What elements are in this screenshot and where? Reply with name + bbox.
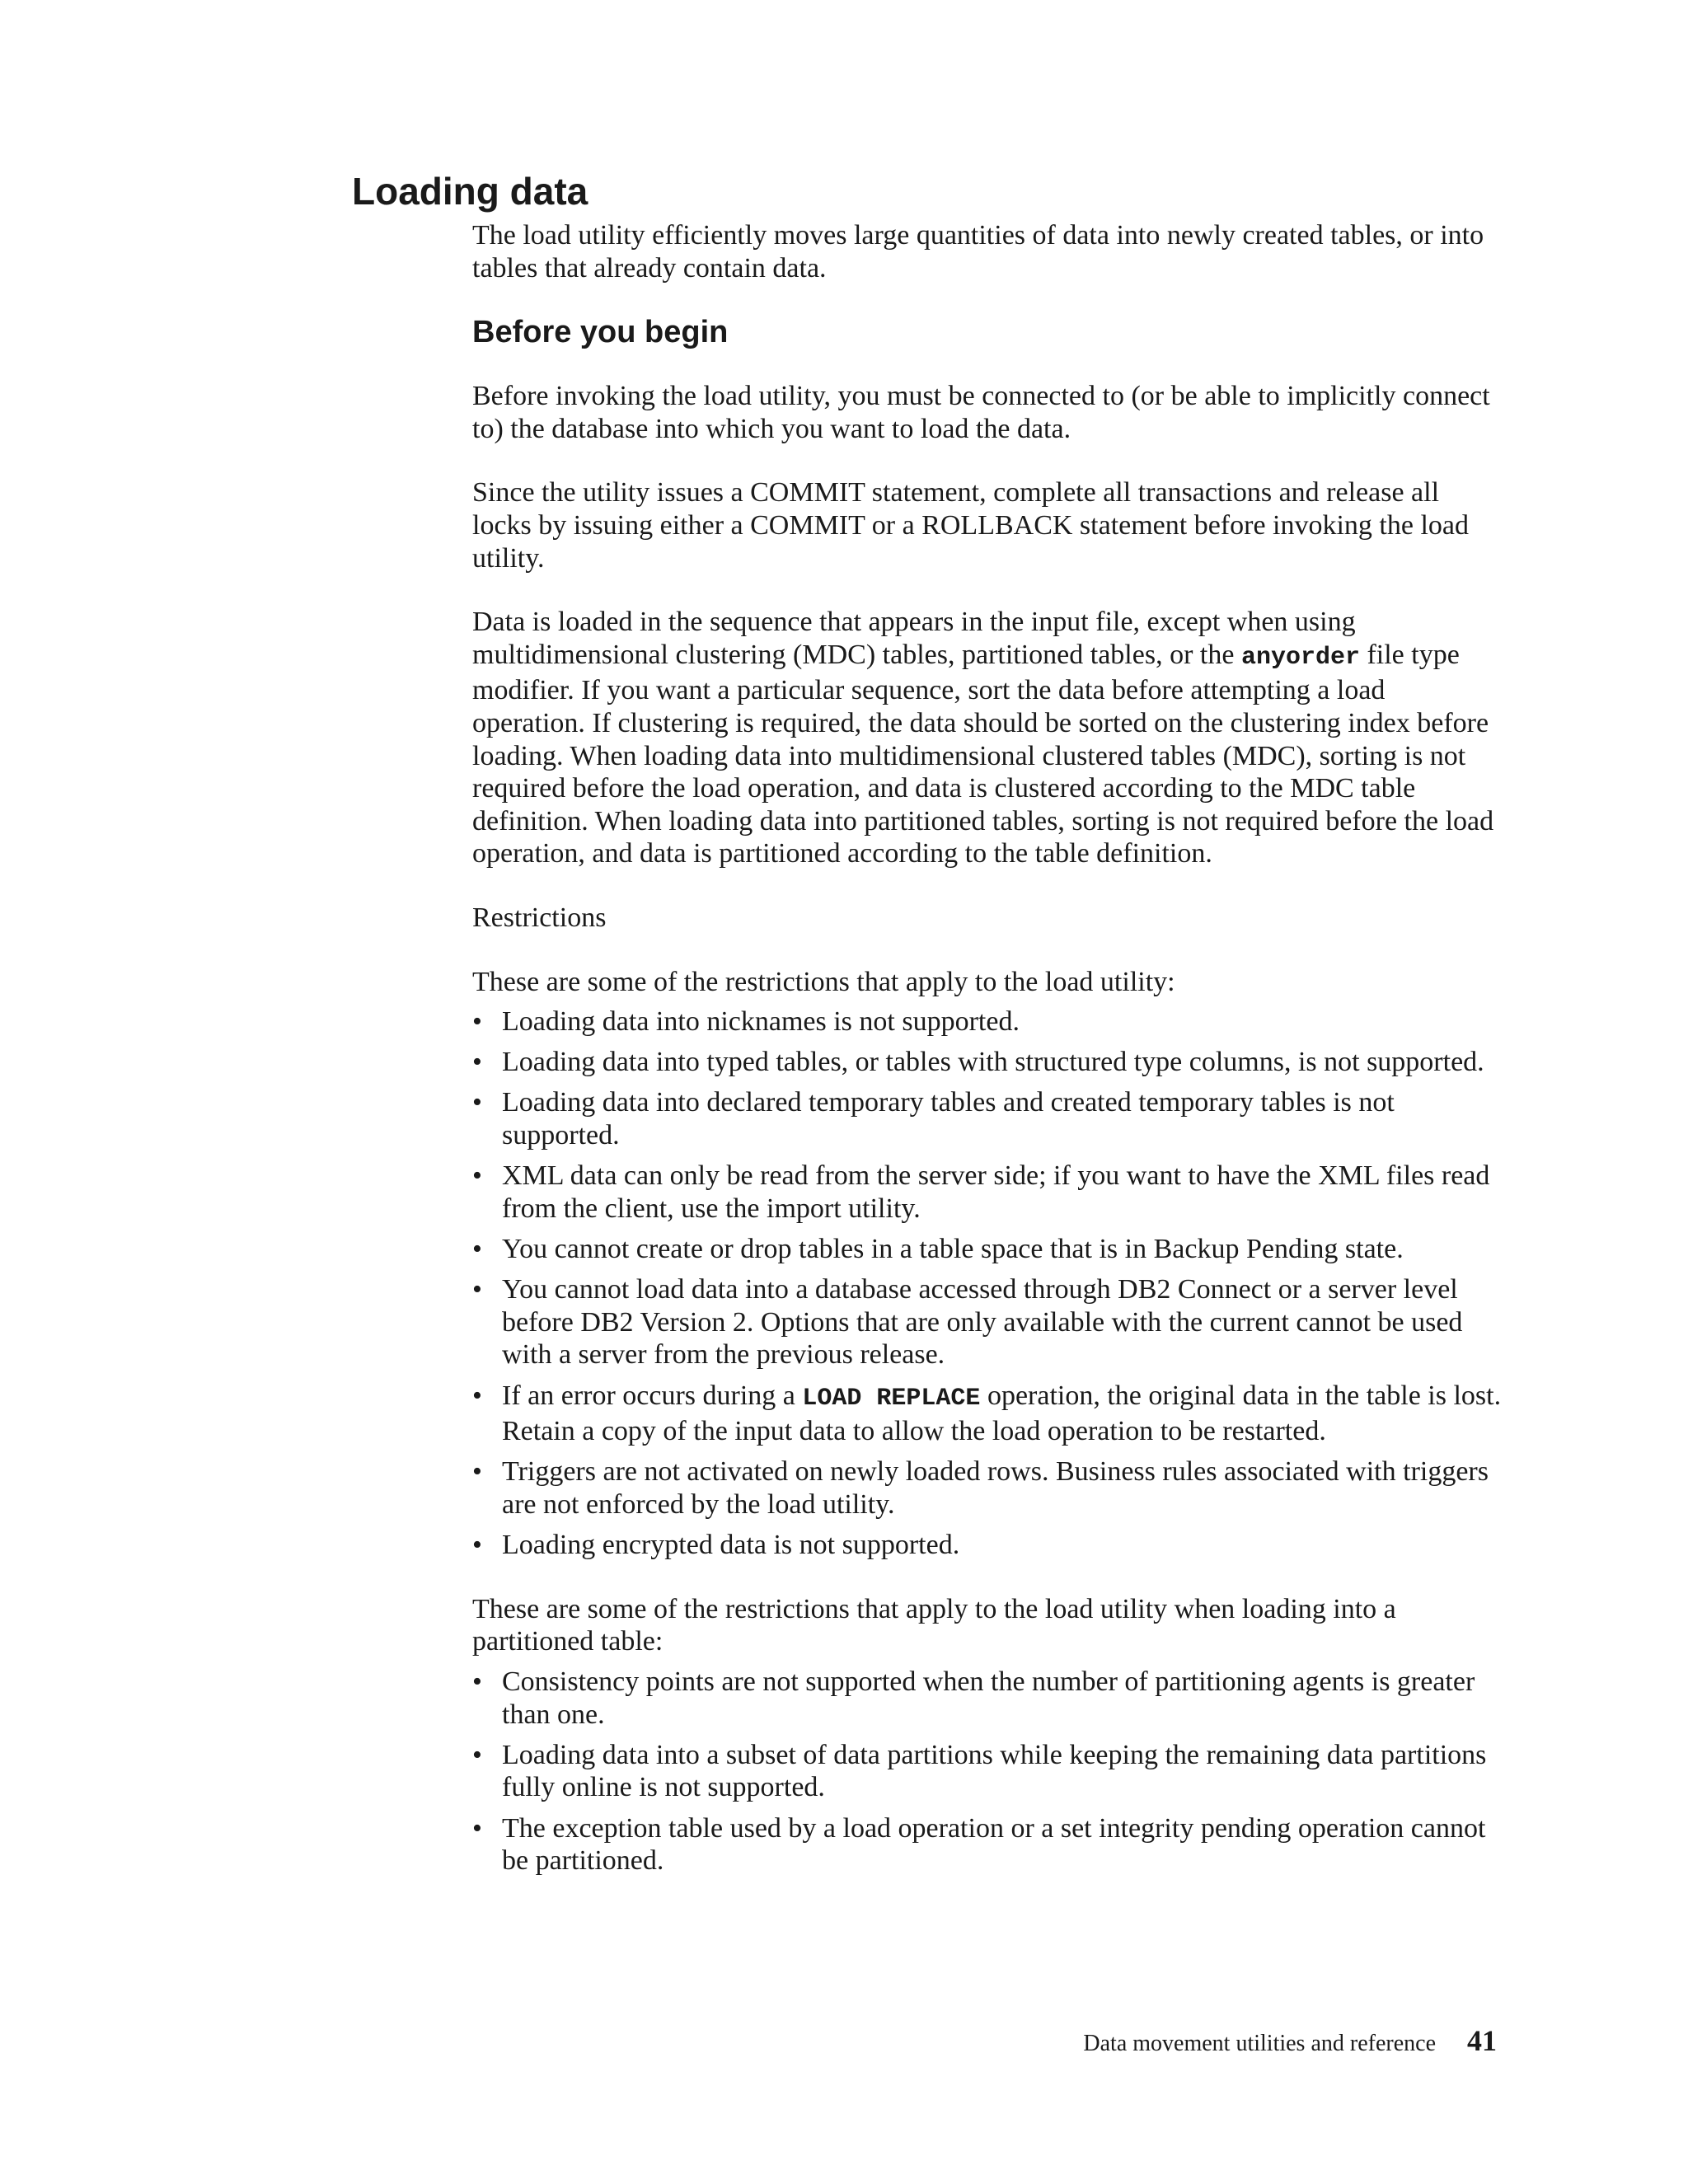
bullet-glyph: • xyxy=(472,1739,482,1770)
list-item-text: The exception table used by a load operation or a set integrity pending operation cannot be partitioned. xyxy=(502,1812,1486,1877)
code-anyorder: anyorder xyxy=(1240,643,1360,672)
bullet-glyph: • xyxy=(472,1274,482,1305)
list-item-text: Loading data into a subset of data partitions while keeping the remaining data partitions fully online is not supported. xyxy=(502,1739,1487,1803)
list-item xyxy=(472,1666,1503,1731)
load-replace-text-1: If an error occurs during a xyxy=(502,1380,803,1411)
list-item-text: Triggers are not activated on newly loaded rows. Business rules associated with triggers are not enforced by the load utility. xyxy=(502,1456,1489,1520)
list-item-text: Loading data into typed tables, or tables with structured type columns, is not supported. xyxy=(502,1047,1484,1078)
page-footer xyxy=(1083,2023,1497,2058)
list-item xyxy=(472,1086,1503,1151)
list-item xyxy=(472,1529,1503,1562)
list-item xyxy=(472,1739,1503,1804)
list-item-text: Loading data into declared temporary tables and created temporary tables is not supported. xyxy=(502,1087,1395,1151)
bullet-glyph: • xyxy=(472,1006,482,1038)
list-item-text: Consistency points are not supported when the number of partitioning agents is greater than one. xyxy=(502,1666,1475,1730)
list-item xyxy=(472,1005,1503,1038)
page-heading: Loading data xyxy=(352,170,588,213)
paragraph-connect: Before invoking the load utility, you must be connected to (or be able to implicitly connect to) the database into which you want to load the data. xyxy=(472,381,1490,444)
list-item-text: Loading data into nicknames is not supported. xyxy=(502,1006,1020,1038)
section-heading-before-you-begin: Before you begin xyxy=(472,315,729,350)
list-item xyxy=(472,1273,1503,1371)
restrictions-list xyxy=(472,1005,1503,1562)
paragraph-commit: Since the utility issues a COMMIT statement, complete all transactions and release all locks by issuing either a COMMIT or a ROLLBACK statement before invoking the load utility. xyxy=(472,477,1470,574)
restrictions-intro: These are some of the restrictions that apply to the load utility: xyxy=(472,966,1175,997)
bullet-glyph: • xyxy=(472,1530,482,1561)
code-load-replace: LOAD REPLACE xyxy=(802,1384,981,1413)
list-item-text: Loading encrypted data is not supported. xyxy=(502,1530,960,1561)
bullet-glyph: • xyxy=(472,1812,482,1844)
list-item xyxy=(472,1455,1503,1521)
paragraph-sequence xyxy=(472,606,1503,870)
body-column xyxy=(472,219,1503,1885)
list-item-text: XML data can only be read from the server side; if you want to have the XML files read from the client, use the import utility. xyxy=(502,1160,1490,1224)
intro-paragraph: The load utility efficiently moves large quantities of data into newly created tables, or into tables that already contain data. xyxy=(472,220,1484,284)
list-item xyxy=(472,1233,1503,1266)
bullet-glyph: • xyxy=(472,1456,482,1488)
list-item xyxy=(472,1160,1503,1225)
page-number: 41 xyxy=(1467,2024,1497,2057)
list-item xyxy=(472,1046,1503,1079)
paragraph-sequence-text-2: file type modifier. If you want a particular sequence, sort the data before attempting a load operation. If clustering is required, the data should be sorted on the clustering index before loading. When loading data into multidimensional clustered tables (MDC), sorting is not required before the load operation, and data is clustered according to the MDC table definition. When loading data into partitioned tables, sorting is not required before the load operation, and data is partitioned according to the table definition. xyxy=(472,639,1494,869)
bullet-glyph: • xyxy=(472,1666,482,1697)
bullet-glyph: • xyxy=(472,1380,482,1411)
restrictions-label: Restrictions xyxy=(472,902,607,933)
list-item-text xyxy=(502,1380,1501,1447)
paragraph-sequence-text-1: Data is loaded in the sequence that appears in the input file, except when using multidimensional clustering (MDC) tables, partitioned tables, or the xyxy=(472,607,1356,670)
bullet-glyph: • xyxy=(472,1160,482,1192)
list-item xyxy=(472,1380,1503,1448)
load-replace-text-2: operation, the original data in the table is lost. Retain a copy of the input data to allow the load operation to be restarted. xyxy=(502,1380,1502,1447)
list-item-text: You cannot create or drop tables in a table space that is in Backup Pending state. xyxy=(502,1234,1404,1265)
list-item xyxy=(472,1812,1503,1877)
partitioned-intro: These are some of the restrictions that apply to the load utility when loading into a partitioned table: xyxy=(472,1593,1396,1657)
footer-title: Data movement utilities and reference xyxy=(1083,2031,1436,2056)
bullet-glyph: • xyxy=(472,1087,482,1118)
bullet-glyph: • xyxy=(472,1047,482,1078)
list-item-text: You cannot load data into a database accessed through DB2 Connect or a server level before DB2 Version 2. Options that are only available with the current cannot be used with a server from the previous release. xyxy=(502,1274,1463,1371)
bullet-glyph: • xyxy=(472,1234,482,1265)
partitioned-restrictions-list xyxy=(472,1666,1503,1877)
